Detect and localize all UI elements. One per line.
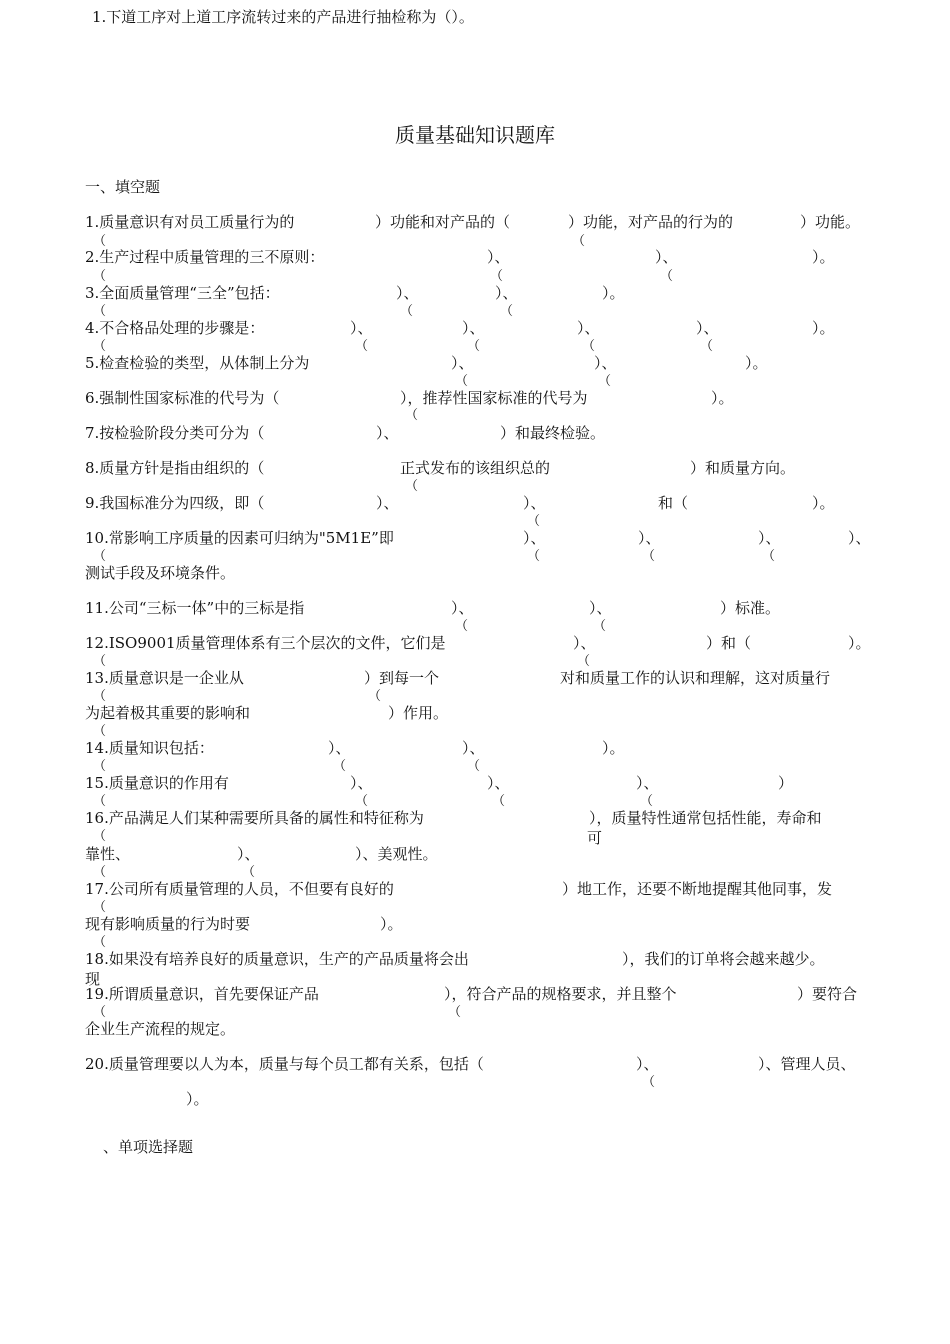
question-text: ）、 bbox=[594, 354, 617, 372]
question-text: ）、 bbox=[487, 774, 510, 792]
blank-paren: （ bbox=[455, 374, 469, 389]
blank-paren: （ bbox=[642, 549, 656, 564]
blank-paren: （ bbox=[500, 304, 514, 319]
blank-paren: （ bbox=[93, 759, 107, 774]
question-text: ）、 bbox=[451, 354, 474, 372]
blank-paren: （ bbox=[598, 374, 612, 389]
blank-paren: （ bbox=[93, 339, 107, 354]
blank-paren: （ bbox=[700, 339, 714, 354]
question-text: 15.质量意识的作用有 bbox=[85, 774, 229, 792]
question-text: 现 bbox=[85, 970, 101, 988]
blank-paren: （ bbox=[333, 759, 347, 774]
question-text: ）功能和对产品的（ bbox=[375, 213, 511, 231]
question-text: ）、 bbox=[376, 494, 399, 512]
question-text: 现有影响质量的行为时要 bbox=[85, 915, 251, 933]
question-text: 测试手段及环境条件。 bbox=[85, 564, 236, 582]
blank-paren: （ bbox=[492, 794, 506, 809]
question-text: ），符合产品的规格要求，并且整个 bbox=[444, 985, 677, 1003]
question-text: ）。 bbox=[745, 354, 768, 372]
blank-paren: （ bbox=[405, 408, 419, 423]
question-text: ）。 bbox=[711, 389, 734, 407]
blank-paren: （ bbox=[467, 339, 481, 354]
blank-paren: （ bbox=[93, 829, 107, 844]
question-text: 7.按检验阶段分类可分为（ bbox=[85, 424, 265, 442]
blank-paren: （ bbox=[642, 1075, 656, 1090]
question-text: ）。 bbox=[602, 284, 625, 302]
question-text: 3.全面质量管理“三全”包括： bbox=[85, 284, 280, 302]
blank-paren: （ bbox=[93, 900, 107, 915]
header-question: 1.下道工序对上道工序流转过来的产品进行抽检称为（）。 bbox=[92, 8, 474, 26]
question-text: ）、 bbox=[589, 599, 612, 617]
question-text: ）、 bbox=[350, 319, 373, 337]
question-text: ）、 bbox=[376, 424, 399, 442]
blank-paren: （ bbox=[400, 304, 414, 319]
question-text: 4.不合格品处理的步骤是： bbox=[85, 319, 265, 337]
blank-paren: （ bbox=[640, 794, 654, 809]
blank-paren: （ bbox=[593, 619, 607, 634]
blank-paren: （ bbox=[660, 269, 674, 284]
question-text: ）。 bbox=[602, 739, 625, 757]
blank-paren: （ bbox=[93, 794, 107, 809]
blank-paren: （ bbox=[93, 304, 107, 319]
question-text: ）作用。 bbox=[388, 704, 449, 722]
question-text: ）到每一个 bbox=[364, 669, 440, 687]
question-text: ）和（ bbox=[706, 634, 752, 652]
question-text: ）、 bbox=[655, 248, 678, 266]
blank-paren: （ bbox=[93, 654, 107, 669]
question-text: ）、 bbox=[523, 494, 546, 512]
question-text: 5.检查检验的类型，从体制上分为 bbox=[85, 354, 310, 372]
blank-paren: （ bbox=[93, 1005, 107, 1020]
blank-paren: （ bbox=[455, 619, 469, 634]
question-text: 19.所谓质量意识，首先要保证产品 bbox=[85, 985, 319, 1003]
question-text: ）、 bbox=[638, 529, 661, 547]
blank-paren: （ bbox=[355, 794, 369, 809]
question-text: ）和质量方向。 bbox=[690, 459, 796, 477]
question-text: 6.强制性国家标准的代号为（ bbox=[85, 389, 280, 407]
question-text: ）要符合 bbox=[797, 985, 858, 1003]
section-heading-single-choice: 、单项选择题 bbox=[103, 1138, 194, 1156]
question-text: ）、 bbox=[487, 248, 510, 266]
blank-paren: （ bbox=[242, 865, 256, 880]
question-text: 16.产品满足人们某种需要所具备的属性和特征称为 bbox=[85, 809, 424, 827]
question-text: ）、 bbox=[328, 739, 351, 757]
question-text: 8.质量方针是指由组织的（ bbox=[85, 459, 265, 477]
question-text: ）、 bbox=[636, 774, 659, 792]
blank-paren: （ bbox=[572, 234, 586, 249]
question-text: 2.生产过程中质量管理的三不原则： bbox=[85, 248, 325, 266]
question-text: ）、 bbox=[577, 319, 600, 337]
question-text: 12.ISO9001质量管理体系有三个层次的文件，它们是 bbox=[85, 634, 446, 652]
question-text: ）和最终检验。 bbox=[500, 424, 606, 442]
question-text: ）功能。 bbox=[800, 213, 861, 231]
blank-paren: （ bbox=[93, 549, 107, 564]
question-text: ）、 bbox=[350, 774, 373, 792]
question-text: ）、 bbox=[495, 284, 518, 302]
blank-paren: （ bbox=[93, 234, 107, 249]
blank-paren: （ bbox=[582, 339, 596, 354]
blank-paren: （ bbox=[467, 759, 481, 774]
question-text: 20.质量管理要以人为本，质量与每个员工都有关系，包括（ bbox=[85, 1055, 484, 1073]
blank-paren: （ bbox=[368, 689, 382, 704]
blank-paren: （ bbox=[93, 269, 107, 284]
question-text: 11.公司“三标一体”中的三标是指 bbox=[85, 599, 305, 617]
question-text: ）功能，对产品的行为的 bbox=[568, 213, 734, 231]
question-text: 18.如果没有培养良好的质量意识，生产的产品质量将会出 bbox=[85, 950, 469, 968]
question-text: ）。 bbox=[812, 494, 835, 512]
question-text: ）、 bbox=[451, 599, 474, 617]
blank-paren: （ bbox=[93, 865, 107, 880]
question-text: 14.质量知识包括： bbox=[85, 739, 214, 757]
question-text: 对和质量工作的认识和理解，这对质量行 bbox=[560, 669, 831, 687]
question-text: ）、 bbox=[758, 529, 781, 547]
question-text: ）。 bbox=[186, 1090, 209, 1108]
question-text: ），质量特性通常包括性能，寿命和 bbox=[589, 809, 822, 827]
question-text: ）标准。 bbox=[720, 599, 781, 617]
blank-paren: （ bbox=[448, 1005, 462, 1020]
blank-paren: （ bbox=[527, 514, 541, 529]
blank-paren: （ bbox=[490, 269, 504, 284]
question-text: ）、 bbox=[396, 284, 419, 302]
question-text: 靠性、 bbox=[85, 845, 131, 863]
question-text: 企业生产流程的规定。 bbox=[85, 1020, 236, 1038]
question-text: ）。 bbox=[380, 915, 403, 933]
question-text: ）、 bbox=[696, 319, 719, 337]
question-text: 正式发布的该组织总的 bbox=[400, 459, 551, 477]
question-text: ）、 bbox=[523, 529, 546, 547]
question-text: ），推荐性国家标准的代号为 bbox=[400, 389, 588, 407]
question-text: ）、管理人员、 bbox=[758, 1055, 856, 1073]
question-text: 1.质量意识有对员工质量行为的 bbox=[85, 213, 295, 231]
question-text: ）、 bbox=[636, 1055, 659, 1073]
question-text: ）。 bbox=[812, 248, 835, 266]
question-text: ）、 bbox=[462, 739, 485, 757]
question-text: 13.质量意识是一企业从 bbox=[85, 669, 244, 687]
question-text: ）、 bbox=[848, 529, 871, 547]
question-text: 9.我国标准分为四级，即（ bbox=[85, 494, 265, 512]
section-heading-fill-blank: 一、填空题 bbox=[85, 178, 161, 196]
question-text: ）。 bbox=[848, 634, 871, 652]
question-text: ）、 bbox=[462, 319, 485, 337]
blank-paren: （ bbox=[93, 724, 107, 739]
question-text: ） bbox=[778, 774, 794, 792]
blank-paren: （ bbox=[405, 479, 419, 494]
question-text: 10.常影响工序质量的因素可归纳为"5M1E”即 bbox=[85, 529, 394, 547]
question-text: ）、 bbox=[573, 634, 596, 652]
blank-paren: （ bbox=[355, 339, 369, 354]
blank-paren: （ bbox=[527, 549, 541, 564]
question-text: ）、 bbox=[237, 845, 260, 863]
question-text: ），我们的订单将会越来越少。 bbox=[622, 950, 825, 968]
question-text: ）、美观性。 bbox=[355, 845, 438, 863]
question-text: 为起着极其重要的影响和 bbox=[85, 704, 251, 722]
question-text: 17.公司所有质量管理的人员，不但要有良好的 bbox=[85, 880, 394, 898]
blank-paren: （ bbox=[762, 549, 776, 564]
blank-paren: （ bbox=[93, 935, 107, 950]
question-text: 和（ bbox=[658, 494, 689, 512]
question-text: ）地工作，还要不断地提醒其他同事，发 bbox=[562, 880, 833, 898]
page-title: 质量基础知识题库 bbox=[395, 123, 555, 147]
question-text: 可 bbox=[587, 829, 603, 847]
question-text: ）。 bbox=[812, 319, 835, 337]
blank-paren: （ bbox=[577, 654, 591, 669]
blank-paren: （ bbox=[93, 689, 107, 704]
